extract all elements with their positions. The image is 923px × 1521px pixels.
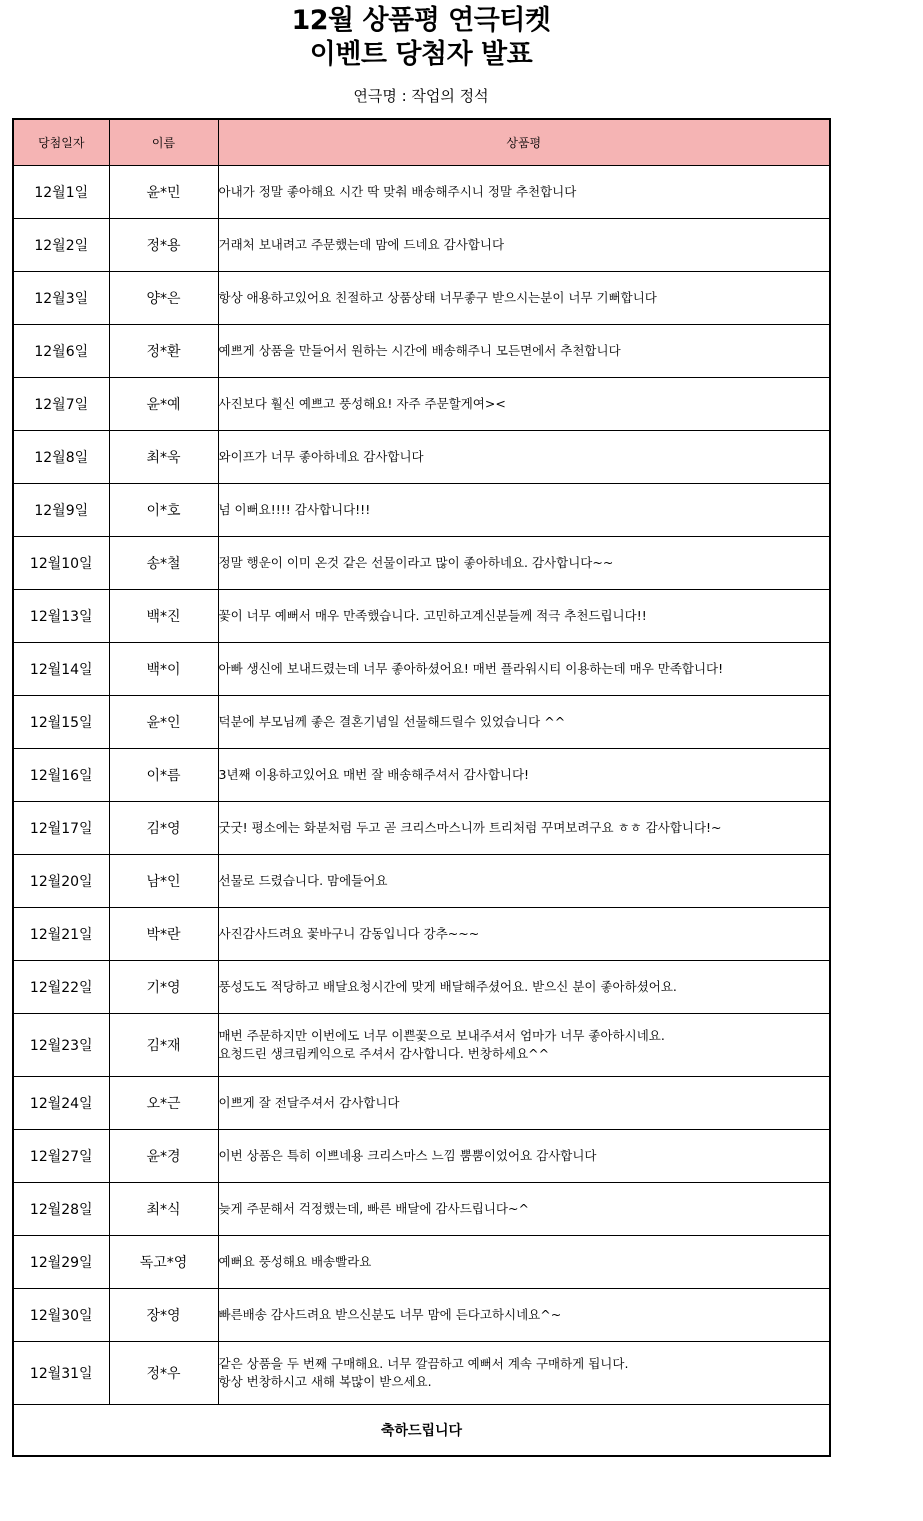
winner-name-cell: 오*근	[109, 1077, 218, 1130]
table-row	[13, 1342, 830, 1405]
winner-name-cell: 윤*예	[109, 378, 218, 431]
winner-name-cell: 송*철	[109, 537, 218, 590]
table-row	[13, 1289, 830, 1342]
review-text-cell: 사진보다 훨신 예쁘고 풍성해요! 자주 주문할게여><	[218, 378, 830, 431]
review-text-cell: 항상 애용하고있어요 친절하고 상품상태 너무좋구 받으시는분이 너무 기뻐합니다	[218, 272, 830, 325]
winner-name-cell: 김*재	[109, 1014, 218, 1077]
table-row	[13, 484, 830, 537]
review-text-cell: 예쁘게 상품을 만들어서 원하는 시간에 배송해주니 모든면에서 추천합니다	[218, 325, 830, 378]
review-text-cell: 넘 이뻐요!!!! 감사합니다!!!	[218, 484, 830, 537]
winner-name-cell: 기*영	[109, 961, 218, 1014]
win-date-cell: 12월1일	[13, 166, 109, 219]
review-text-cell: 덕분에 부모님께 좋은 결혼기념일 선물해드릴수 있었습니다 ^^	[218, 696, 830, 749]
winner-name-cell: 백*진	[109, 590, 218, 643]
win-date-cell: 12월3일	[13, 272, 109, 325]
table-row	[13, 961, 830, 1014]
review-text-cell: 사진감사드려요 꽃바구니 감동입니다 강추~~~	[218, 908, 830, 961]
winner-name-cell: 정*용	[109, 219, 218, 272]
review-text-cell: 예뻐요 풍성해요 배송빨라요	[218, 1236, 830, 1289]
winner-name-cell: 백*이	[109, 643, 218, 696]
win-date-cell: 12월31일	[13, 1342, 109, 1405]
review-text-cell: 이번 상품은 특히 이쁘네용 크리스마스 느낌 뿜뿜이었어요 감사합니다	[218, 1130, 830, 1183]
table-row	[13, 325, 830, 378]
win-date-cell: 12월22일	[13, 961, 109, 1014]
win-date-cell: 12월28일	[13, 1183, 109, 1236]
table-row	[13, 590, 830, 643]
table-body	[13, 166, 830, 1405]
winner-name-cell: 양*은	[109, 272, 218, 325]
winner-name-cell: 독고*영	[109, 1236, 218, 1289]
review-text-cell: 와이프가 너무 좋아하네요 감사합니다	[218, 431, 830, 484]
review-text-cell: 꽃이 너무 예뻐서 매우 만족했습니다. 고민하고계신분들께 적극 추천드립니다!!	[218, 590, 830, 643]
table-row	[13, 1183, 830, 1236]
review-text-cell: 정말 행운이 이미 온것 같은 선물이라고 많이 좋아하네요. 감사합니다~~	[218, 537, 830, 590]
page-title-line2: 이벤트 당첨자 발표	[309, 39, 533, 70]
win-date-cell: 12월24일	[13, 1077, 109, 1130]
table-row	[13, 272, 830, 325]
review-text-cell: 굿굿! 평소에는 화분처럼 두고 곧 크리스마스니까 트리처럼 꾸며보려구요 ㅎㅎ 감사합니다!~	[218, 802, 830, 855]
win-date-cell: 12월10일	[13, 537, 109, 590]
win-date-cell: 12월21일	[13, 908, 109, 961]
congratulations-text: 축하드립니다	[13, 1405, 830, 1457]
winner-name-cell: 박*란	[109, 908, 218, 961]
win-date-cell: 12월15일	[13, 696, 109, 749]
win-date-cell: 12월30일	[13, 1289, 109, 1342]
review-text-cell: 선물로 드렸습니다. 맘에들어요	[218, 855, 830, 908]
win-date-cell: 12월23일	[13, 1014, 109, 1077]
header-date: 당첨일자	[13, 119, 109, 166]
header-review: 상품평	[218, 119, 830, 166]
page-title-line1: 12월 상품평 연극티켓	[291, 5, 551, 36]
winner-name-cell: 최*식	[109, 1183, 218, 1236]
winner-name-cell: 정*우	[109, 1342, 218, 1405]
win-date-cell: 12월9일	[13, 484, 109, 537]
win-date-cell: 12월27일	[13, 1130, 109, 1183]
header-name: 이름	[109, 119, 218, 166]
review-text-cell: 3년째 이용하고있어요 매번 잘 배송해주셔서 감사합니다!	[218, 749, 830, 802]
win-date-cell: 12월29일	[13, 1236, 109, 1289]
table-row	[13, 537, 830, 590]
win-date-cell: 12월6일	[13, 325, 109, 378]
winner-name-cell: 윤*민	[109, 166, 218, 219]
table-row	[13, 166, 830, 219]
winner-name-cell: 윤*인	[109, 696, 218, 749]
table-row	[13, 219, 830, 272]
win-date-cell: 12월2일	[13, 219, 109, 272]
win-date-cell: 12월16일	[13, 749, 109, 802]
review-text-cell: 늦게 주문해서 걱정했는데, 빠른 배달에 감사드립니다~^	[218, 1183, 830, 1236]
winner-name-cell: 이*호	[109, 484, 218, 537]
winner-name-cell: 윤*경	[109, 1130, 218, 1183]
win-date-cell: 12월17일	[13, 802, 109, 855]
table-row	[13, 749, 830, 802]
win-date-cell: 12월7일	[13, 378, 109, 431]
table-header-row	[13, 119, 830, 166]
review-text-cell: 빠른배송 감사드려요 받으신분도 너무 맘에 든다고하시네요^~	[218, 1289, 830, 1342]
review-text-cell: 거래처 보내려고 주문했는데 맘에 드네요 감사합니다	[218, 219, 830, 272]
review-text-cell: 매번 주문하지만 이번에도 너무 이쁜꽃으로 보내주셔서 엄마가 너무 좋아하시네요. 요청드린 생크림케익으로 주셔서 감사합니다. 번창하세요^^	[218, 1014, 830, 1077]
table-row	[13, 1130, 830, 1183]
table-row	[13, 696, 830, 749]
table-row	[13, 643, 830, 696]
table-footer-row	[13, 1405, 830, 1457]
table-row	[13, 1014, 830, 1077]
table-row	[13, 1236, 830, 1289]
win-date-cell: 12월8일	[13, 431, 109, 484]
win-date-cell: 12월14일	[13, 643, 109, 696]
winner-name-cell: 장*영	[109, 1289, 218, 1342]
review-text-cell: 풍성도도 적당하고 배달요청시간에 맞게 배달해주셨어요. 받으신 분이 좋아하셨어요.	[218, 961, 830, 1014]
winner-name-cell: 정*환	[109, 325, 218, 378]
review-text-cell: 아내가 정말 좋아해요 시간 딱 맞춰 배송해주시니 정말 추천합니다	[218, 166, 830, 219]
win-date-cell: 12월13일	[13, 590, 109, 643]
review-text-cell: 이쁘게 잘 전달주셔서 감사합니다	[218, 1077, 830, 1130]
win-date-cell: 12월20일	[13, 855, 109, 908]
winner-name-cell: 김*영	[109, 802, 218, 855]
review-text-cell: 아빠 생신에 보내드렸는데 너무 좋아하셨어요! 매번 플라워시티 이용하는데 매우 만족합니다!	[218, 643, 830, 696]
table-row	[13, 378, 830, 431]
table-row	[13, 1077, 830, 1130]
play-name-subtitle: 연극명 : 작업의 정석	[353, 87, 489, 105]
table-row	[13, 802, 830, 855]
table-row	[13, 855, 830, 908]
winner-name-cell: 최*욱	[109, 431, 218, 484]
winner-name-cell: 남*인	[109, 855, 218, 908]
winner-name-cell: 이*름	[109, 749, 218, 802]
table-row	[13, 431, 830, 484]
review-text-cell: 같은 상품을 두 번째 구매해요. 너무 깔끔하고 예뻐서 계속 구매하게 됩니다. 항상 번창하시고 새해 복많이 받으세요.	[218, 1342, 830, 1405]
table-row	[13, 908, 830, 961]
winners-table	[12, 118, 831, 1457]
